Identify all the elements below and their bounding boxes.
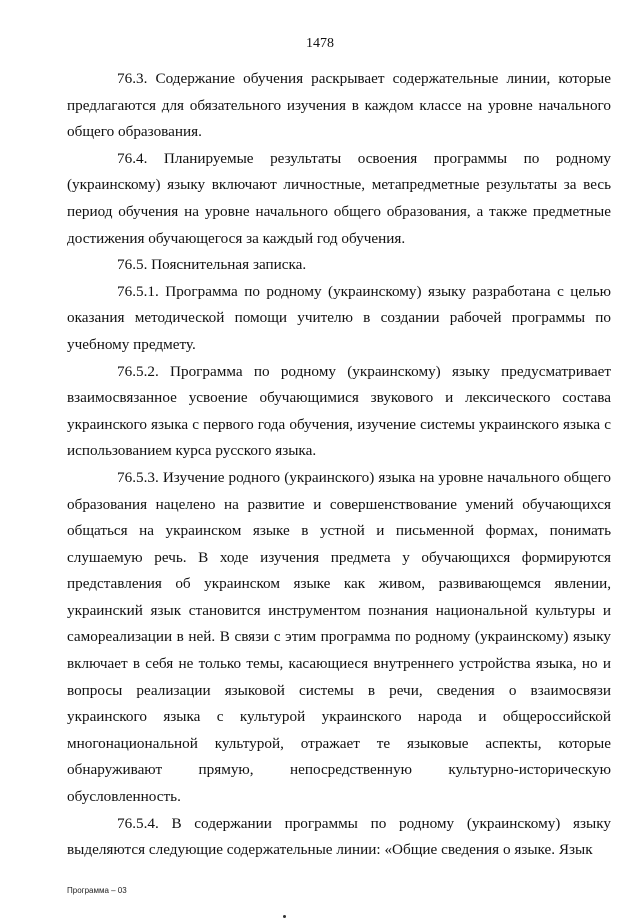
paragraph-76-5-1: 76.5.1. Программа по родному (украинскому) языку разработана с целью оказания методической помощи учителю в создании рабочей программы по учебному предмету. — [67, 282, 611, 353]
paragraph-76-5-2: 76.5.2. Программа по родному (украинскому) языку предусматривает взаимосвязанное усвоение обучающимися звукового и лексического состава украинского языка с первого года обучения, изучение системы украинского языка с использованием курса русского языка. — [67, 362, 611, 460]
paragraph-76-5: 76.5. Пояснительная записка. — [117, 256, 307, 274]
paragraph-76-4: 76.4. Планируемые результаты освоения программы по родному (украинскому) языку включают личностные, метапредметные результаты за весь период обучения на уровне начального общего образования, а также предметные достижения обучающегося за каждый год обучения. — [67, 149, 611, 247]
paragraph-76-5-3: 76.5.3. Изучение родного (украинского) языка на уровне начального общего образования нацелено на развитие и совершенствование умений обучающихся общаться на украинском языке в устной и письменной формах, понимать слушаемую речь. В ходе изучения предмета у обучающихся формируются представления об украинском языке как живом, развивающемся явлении, украинский язык становится инструментом познания национальной культуры и самореализации в ней. В связи с этим программа по родному (украинскому) языку включает в себя не только темы, касающиеся внутреннего устройства языка, но и вопросы реализации языковой системы в речи, сведения о взаимосвязи украинского языка с культурой украинского народа и общероссийской многонациональной культурой, отражает те языковые аспекты, которые обнаруживают прямую, непосредственную культурно-историческую обусловленность. — [67, 468, 611, 806]
page-number: 1478 — [306, 36, 334, 51]
document-body — [67, 66, 611, 864]
paragraph-76-5-4: 76.5.4. В содержании программы по родному (украинскому) языку выделяются следующие содержательные линии: «Общие сведения о языке. Язык — [67, 814, 611, 859]
scan-artifact — [283, 915, 286, 918]
paragraph-76-3: 76.3. Содержание обучения раскрывает содержательные линии, которые предлагаются для обязательного изучения в каждом классе на уровне начального общего образования. — [67, 70, 611, 141]
footer-label: Программа – 03 — [67, 886, 127, 895]
